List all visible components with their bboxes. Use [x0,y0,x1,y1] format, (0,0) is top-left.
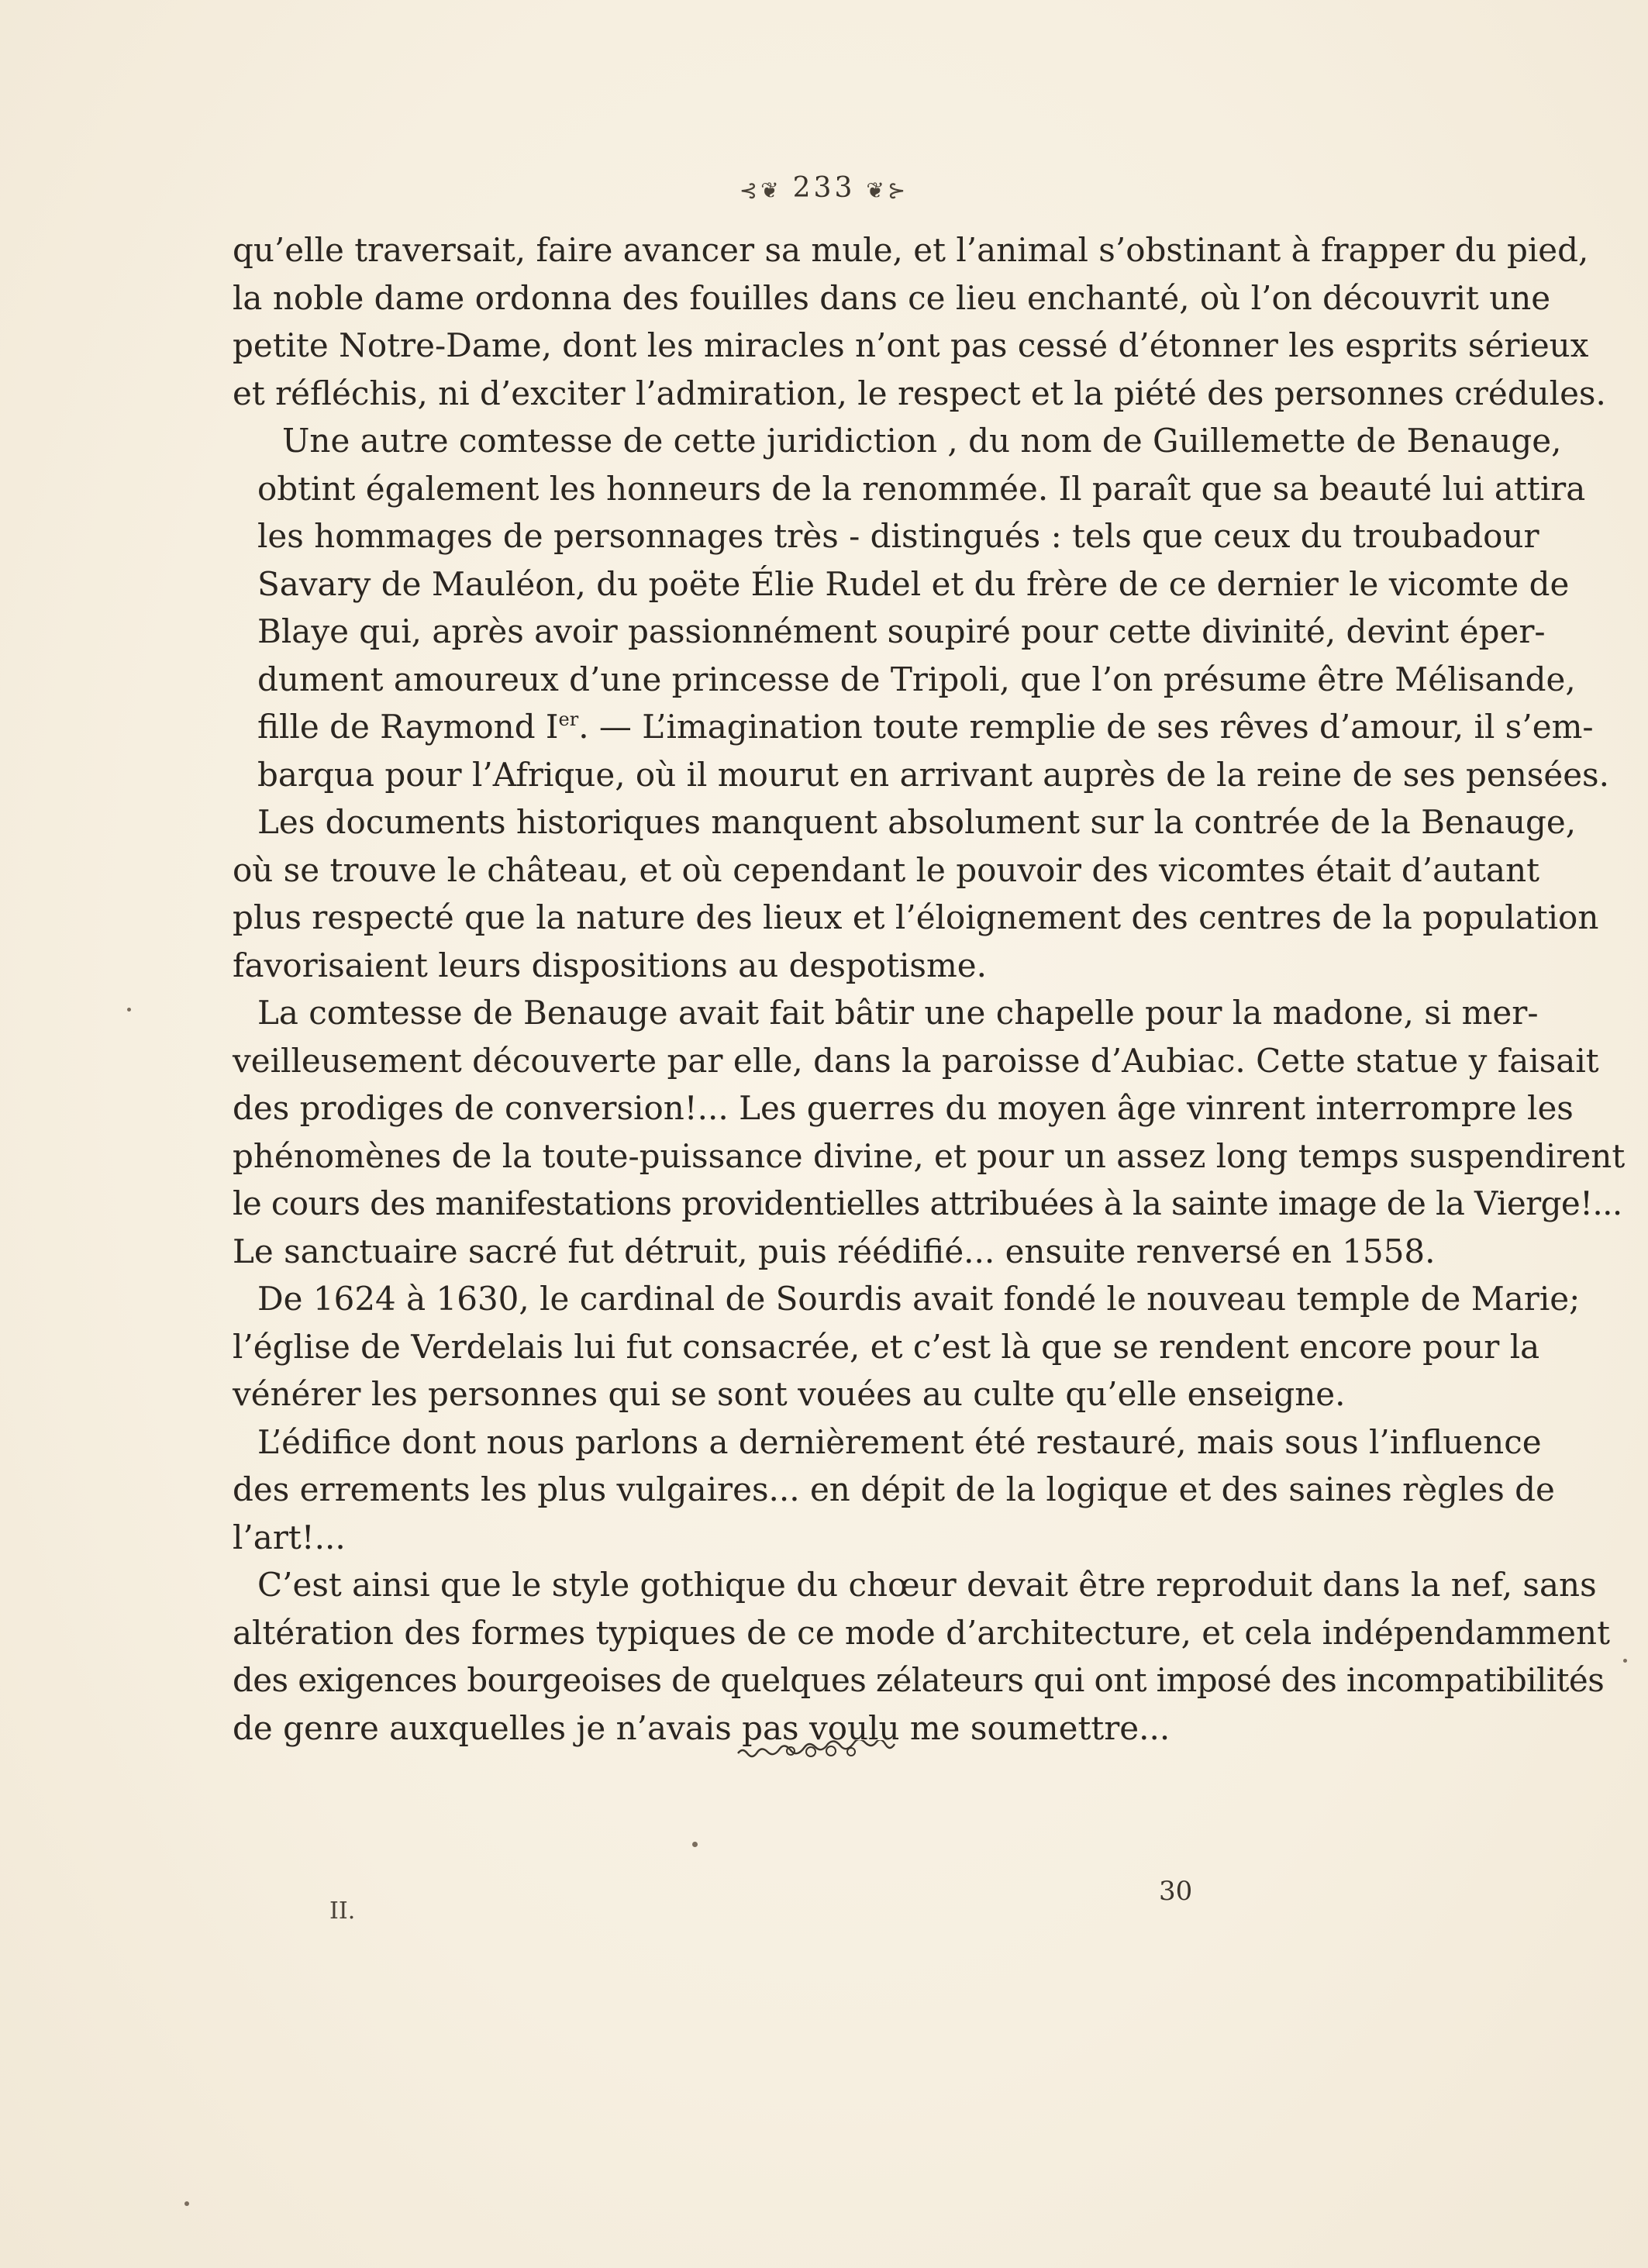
text-line: de genre auxquelles je n’avais pas voulu me soumettre... [233,1708,1170,1747]
fleuron-ornament-icon [0,1740,1648,1766]
text-line: où se trouve le château, et où cependant le pouvoir des vicomtes était d’autant [233,850,1540,889]
paper-speck [184,2201,189,2206]
text-line: plus respecté que la nature des lieux et l’éloignement des centres de la population [233,898,1599,936]
text-line: Le sanctuaire sacré fut détruit, puis réédifié... ensuite renversé en 1558. [233,1232,1436,1270]
text-line: altération des formes typiques de ce mode d’architecture, et cela indépendamment [233,1613,1610,1652]
text-line: De 1624 à 1630, le cardinal de Sourdis avait fondé le nouveau temple de Marie; [257,1280,1581,1318]
sheet-number: 30 [1159,1876,1193,1907]
page-header [0,172,1648,204]
superscript: er [558,708,579,730]
text-line: le cours des manifestations providentielles attribuées à la sainte image de la Vierge!... [233,1184,1622,1222]
text-line: L’édifice dont nous parlons a dernièrement été restauré, mais sous l’influence [257,1422,1542,1461]
text-line: l’art!... [233,1518,346,1556]
body-text [233,226,1626,1752]
text-line: phénomènes de la toute-puissance divine, et pour un assez long temps suspendirent [233,1136,1626,1175]
text-line: La comtesse de Benauge avait fait bâtir une chapelle pour la madone, si mer- [257,994,1539,1032]
text-line: qu’elle traversait, faire avancer sa mule, et l’animal s’obstinant à frapper du pied, [233,231,1589,269]
paper-speck [127,1008,131,1012]
paragraph-6 [233,1418,1555,1562]
paper-speck [692,1842,698,1847]
text-line: vénérer les personnes qui se sont vouées au culte qu’elle enseigne. [233,1375,1346,1413]
paragraph-3 [233,798,1599,989]
signature-mark: II. [329,1897,356,1925]
text-line: dument amoureux d’une princesse de Tripoli, que l’on présume être Mélisande, [257,660,1576,698]
text-line: obtint également les honneurs de la renommée. Il paraît que sa beauté lui attira [257,469,1586,508]
text-line: et réfléchis, ni d’exciter l’admiration, le respect et la piété des personnes crédules. [233,374,1606,412]
text-line: l’église de Verdelais lui fut consacrée, et c’est là que se rendent encore pour la [233,1327,1540,1366]
paragraph-1 [233,226,1606,417]
text-line: des errements les plus vulgaires... en dépit de la logique et des saines règles de [233,1470,1555,1508]
paragraph-2 [233,417,1609,798]
left-ornament-icon: ⊰❦ [739,177,782,203]
right-ornament-icon: ❦⊱ [866,177,909,203]
text-segment: fille de Raymond I [257,708,559,746]
text-line: des exigences bourgeoises de quelques zélateurs qui ont imposé des incompatibilités [233,1661,1605,1699]
text-line: les hommages de personnages très - distingués : tels que ceux du troubadour [257,517,1539,555]
text-line: Une autre comtesse de cette juridiction , du nom de Guillemette de Benauge, [282,422,1562,460]
text-line: petite Notre-Dame, dont les miracles n’ont pas cessé d’étonner les esprits sérieux [233,326,1589,364]
text-line: Savary de Mauléon, du poëte Élie Rudel et du frère de ce dernier le vicomte de [257,564,1570,603]
text-line: la noble dame ordonna des fouilles dans ce lieu enchanté, où l’on découvrit une [233,278,1551,317]
text-line: barqua pour l’Afrique, où il mourut en arrivant auprès de la reine de ses pensées. [257,755,1609,794]
text-line: Les documents historiques manquent absolument sur la contrée de la Benauge, [257,803,1577,841]
text-line: veilleusement découverte par elle, dans la paroisse d’Aubiac. Cette statue y faisait [233,1041,1599,1080]
paragraph-5 [233,1275,1581,1418]
text-line: Blaye qui, après avoir passionnément soupiré pour cette divinité, devint éper- [257,612,1546,650]
page-number: 233 [792,172,856,204]
text-line: des prodiges de conversion!... Les guerres du moyen âge vinrent interrompre les [233,1089,1574,1127]
text-line: favorisaient leurs dispositions au despotisme. [233,946,987,984]
paragraph-7 [233,1561,1610,1752]
text-line: C’est ainsi que le style gothique du chœur devait être reproduit dans la nef, sans [257,1566,1597,1604]
paper-speck [1623,1659,1627,1663]
text-segment: . — L’imagination toute remplie de ses rêves d’amour, il s’em- [578,708,1594,746]
paragraph-4 [233,989,1626,1275]
text-line-with-superscript [233,703,1594,751]
